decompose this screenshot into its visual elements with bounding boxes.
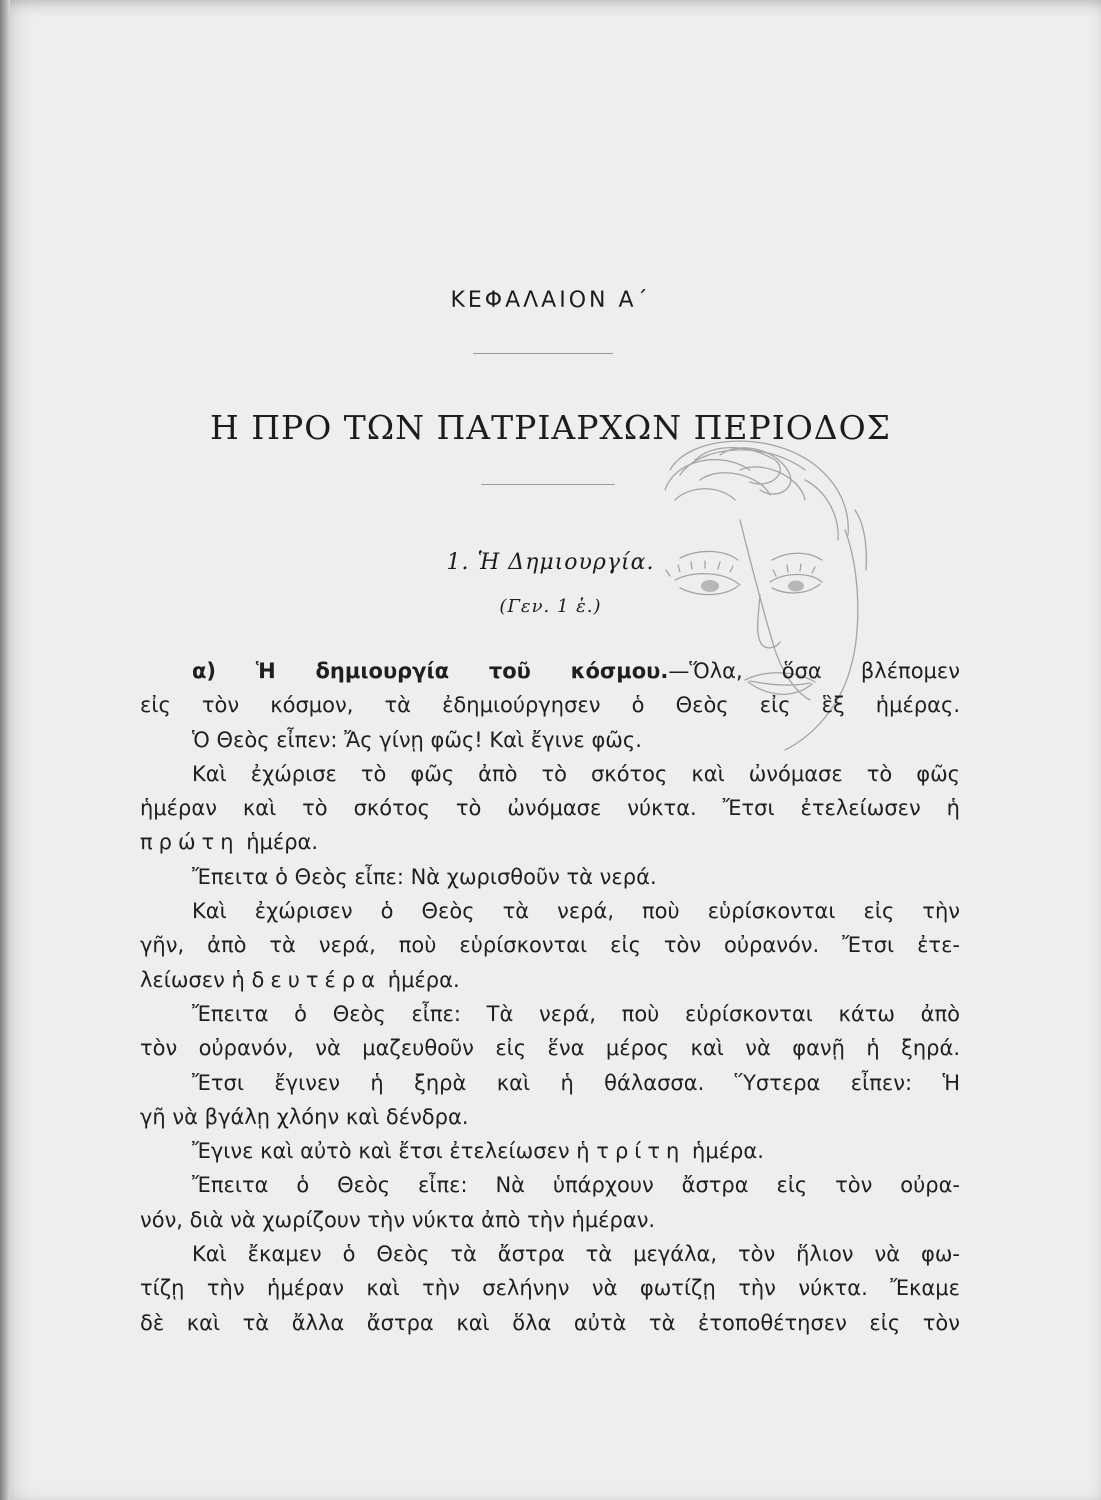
text-span: ἡμέρα. [387,967,460,992]
text-line [140,654,960,688]
text-line: εἰς τὸν κόσμον, τὰ ἐδημιούργησεν ὁ Θεὸς εἰς ἓξ ἡμέρας. [140,693,960,718]
divider-rule-top [473,353,613,354]
text-line: γῆν, ἀπὸ τὰ νερά, ποὺ εὑρίσκονται εἰς τὸν οὐρανόν. Ἔτσι ἐτε- [140,933,960,958]
text-line: νόν, διὰ νὰ χωρίζουν τὴν νύκτα ἀπὸ τὴν ἡμέραν. [140,1207,656,1232]
paragraph-lead: α) Ἡ δημιουργία τοῦ κόσμου. [192,659,669,683]
text-line: Καὶ ἐχώρισε τὸ φῶς ἀπὸ τὸ σκότος καὶ ὠνόμασε τὸ φῶς [192,761,960,786]
text-line: τὸν οὐρανόν, νὰ μαζευθοῦν εἰς ἕνα μέρος καὶ νὰ φανῇ ἡ ξηρά. [140,1036,960,1061]
text-line: Καὶ ἔκαμεν ὁ Θεὸς τὰ ἄστρα τὰ μεγάλα, τὸν ἥλιον νὰ φω- [192,1242,960,1267]
divider-rule-bottom [481,484,615,485]
text-line: Ἔπειτα ὁ Θεὸς εἶπε: Νὰ ὑπάρχουν ἄστρα εἰς τὸν οὐρα- [192,1173,960,1198]
text-line: Ὁ Θεὸς εἶπεν: Ἄς γίνῃ φῶς! Καὶ ἔγινε φῶς. [192,727,642,752]
body-text [140,654,960,1340]
spaced-word: πρώτη [140,830,240,855]
section-title: Η ΠΡΟ ΤΩΝ ΠΑΤΡΙΑΡΧΩΝ ΠΕΡΙΟΔΟΣ [209,408,892,447]
spaced-word: δευτέρα [251,967,382,992]
text-line: γῆ νὰ βγάλῃ χλόην καὶ δένδρα. [140,1104,469,1129]
text-span: λείωσεν ἡ [140,967,245,992]
text-line: ἡμέραν καὶ τὸ σκότος τὸ ὠνόμασε νύκτα. Ἔτσι ἐτελείωσεν ἡ [140,796,960,821]
text-line: Καὶ ἐχώρισεν ὁ Θεὸς τὰ νερά, ποὺ εὑρίσκονται εἰς τὴν [192,899,960,924]
text-line: τίζῃ τὴν ἡμέραν καὶ τὴν σελήνην νὰ φωτίζῃ τὴν νύκτα. Ἔκαμε [140,1276,960,1301]
text-line [140,963,960,997]
text-line [140,825,960,859]
text-line: Ἔτσι ἔγινεν ἡ ξηρὰ καὶ ἡ θάλασσα. Ὕστερα εἶπεν: Ἡ [192,1070,960,1095]
text-line: δὲ καὶ τὰ ἄλλα ἄστρα καὶ ὅλα αὐτὰ τὰ ἐτοποθέτησεν εἰς τὸν [140,1310,960,1335]
text-span: ἡμέρα. [692,1139,764,1164]
text-line [140,1134,960,1168]
text-line: Ἔπειτα ὁ Θεὸς εἶπε: Τὰ νερά, ποὺ εὑρίσκονται κάτω ἀπὸ [192,1001,960,1026]
text-line: Ἔπειτα ὁ Θεὸς εἶπε: Νὰ χωρισθοῦν τὰ νερά. [192,864,657,889]
subsection-title: 1. Ἡ Δημιουργία. [446,550,655,575]
chapter-heading: ΚΕΦΑΛΑΙΟΝ Α΄ [450,288,651,313]
page-spine-shadow [0,0,10,1500]
text-span: Ἔγινε καὶ αὐτὸ καὶ ἔτσι ἐτελείωσεν ἡ [192,1139,590,1164]
spaced-word: τρίτη [596,1139,686,1164]
text-span: ἡμέρα. [246,830,319,855]
text-span: —Ὅλα, ὅσα βλέπομεν [668,659,960,683]
scripture-reference: (Γεν. 1 ἑ.) [499,596,602,617]
